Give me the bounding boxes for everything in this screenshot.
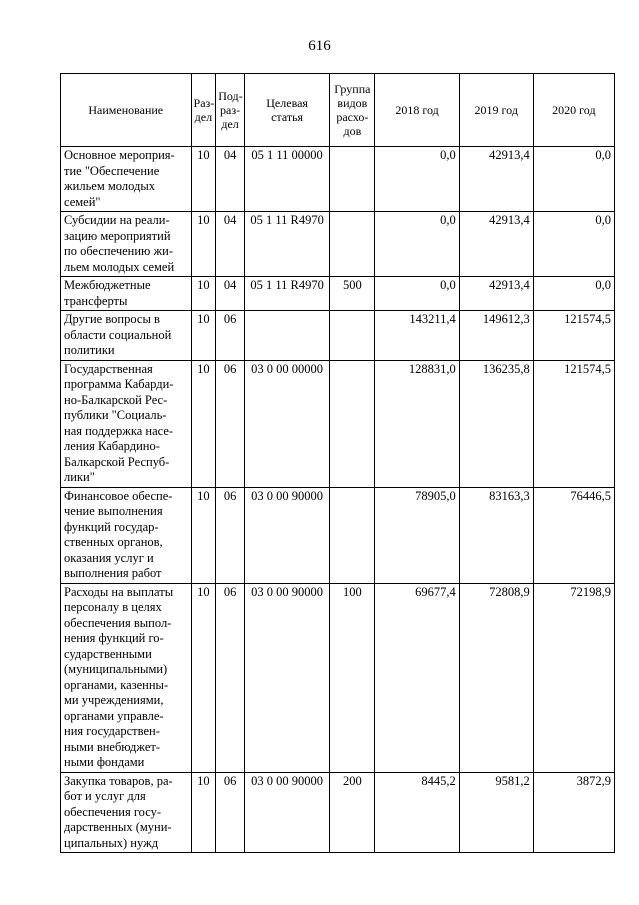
table-header-row <box>61 74 615 147</box>
cell-podrazdel: 04 <box>216 147 245 212</box>
cell-article: 05 1 11 00000 <box>244 147 329 212</box>
cell-2018: 128831,0 <box>375 360 459 487</box>
cell-2020: 121574,5 <box>533 311 614 361</box>
header-podrazdel: Под- раз- дел <box>216 74 245 147</box>
table-row <box>61 147 615 212</box>
cell-name: Другие вопросы в области социальной политики <box>61 311 192 361</box>
cell-2018: 0,0 <box>375 212 459 277</box>
cell-2018: 8445,2 <box>375 772 459 853</box>
page-number: 616 <box>308 38 331 54</box>
cell-razdel: 10 <box>191 277 216 311</box>
table-row <box>61 277 615 311</box>
table-row <box>61 772 615 853</box>
cell-group <box>330 147 375 212</box>
table-row <box>61 311 615 361</box>
cell-2020: 0,0 <box>533 147 614 212</box>
cell-2019: 42913,4 <box>459 277 533 311</box>
cell-article: 03 0 00 90000 <box>244 772 329 853</box>
cell-razdel: 10 <box>191 360 216 487</box>
cell-group: 500 <box>330 277 375 311</box>
cell-2020: 72198,9 <box>533 583 614 772</box>
table-body <box>61 147 615 853</box>
header-group: Группа видов расхо- дов <box>330 74 375 147</box>
cell-group <box>330 360 375 487</box>
cell-name: Государственная программа Кабарди- но-Балкарской Рес- публики "Социаль- ная поддержка насе- ления Кабардино- Балкарской Респуб- лики" <box>61 360 192 487</box>
cell-podrazdel: 04 <box>216 277 245 311</box>
cell-2019: 42913,4 <box>459 147 533 212</box>
table-row <box>61 583 615 772</box>
cell-2019: 149612,3 <box>459 311 533 361</box>
header-name: Наименование <box>61 74 192 147</box>
cell-razdel: 10 <box>191 147 216 212</box>
cell-name: Финансовое обеспе- чение выполнения функций государ- ственных органов, оказания услуг и выполнения работ <box>61 487 192 583</box>
header-article: Целевая статья <box>244 74 329 147</box>
cell-article: 03 0 00 90000 <box>244 583 329 772</box>
cell-article: 03 0 00 00000 <box>244 360 329 487</box>
cell-article: 05 1 11 R4970 <box>244 277 329 311</box>
cell-razdel: 10 <box>191 212 216 277</box>
cell-2018: 0,0 <box>375 277 459 311</box>
cell-article <box>244 311 329 361</box>
cell-group: 200 <box>330 772 375 853</box>
cell-razdel: 10 <box>191 311 216 361</box>
cell-2019: 136235,8 <box>459 360 533 487</box>
cell-2019: 9581,2 <box>459 772 533 853</box>
cell-razdel: 10 <box>191 583 216 772</box>
cell-name: Закупка товаров, ра- бот и услуг для обеспечения госу- дарственных (муни- ципальных) нужд <box>61 772 192 853</box>
header-2020: 2020 год <box>533 74 614 147</box>
cell-razdel: 10 <box>191 772 216 853</box>
cell-podrazdel: 04 <box>216 212 245 277</box>
cell-name: Субсидии на реали- зацию мероприятий по обеспечению жи- льем молодых семей <box>61 212 192 277</box>
cell-2018: 69677,4 <box>375 583 459 772</box>
cell-2018: 143211,4 <box>375 311 459 361</box>
cell-podrazdel: 06 <box>216 772 245 853</box>
cell-group <box>330 311 375 361</box>
cell-name: Расходы на выплаты персоналу в целях обеспечения выпол- нения функций го- сударственными (муниципальными) органами, казенны- ми учреждениями, органами управле- ния государствен- ными внебюджет- ными фондами <box>61 583 192 772</box>
cell-2020: 0,0 <box>533 277 614 311</box>
cell-group <box>330 487 375 583</box>
table-row <box>61 360 615 487</box>
cell-name: Основное мероприя- тие "Обеспечение жильем молодых семей" <box>61 147 192 212</box>
cell-podrazdel: 06 <box>216 311 245 361</box>
cell-group <box>330 212 375 277</box>
cell-razdel: 10 <box>191 487 216 583</box>
cell-name: Межбюджетные трансферты <box>61 277 192 311</box>
cell-article: 03 0 00 90000 <box>244 487 329 583</box>
cell-podrazdel: 06 <box>216 360 245 487</box>
table-row <box>61 212 615 277</box>
header-2019: 2019 год <box>459 74 533 147</box>
cell-2020: 0,0 <box>533 212 614 277</box>
cell-2019: 83163,3 <box>459 487 533 583</box>
cell-2020: 121574,5 <box>533 360 614 487</box>
cell-2019: 72808,9 <box>459 583 533 772</box>
cell-2018: 0,0 <box>375 147 459 212</box>
cell-podrazdel: 06 <box>216 583 245 772</box>
header-razdel: Раз- дел <box>191 74 216 147</box>
cell-2020: 3872,9 <box>533 772 614 853</box>
cell-article: 05 1 11 R4970 <box>244 212 329 277</box>
cell-2018: 78905,0 <box>375 487 459 583</box>
budget-table <box>60 73 615 853</box>
cell-group: 100 <box>330 583 375 772</box>
table-row <box>61 487 615 583</box>
cell-2019: 42913,4 <box>459 212 533 277</box>
cell-2020: 76446,5 <box>533 487 614 583</box>
cell-podrazdel: 06 <box>216 487 245 583</box>
header-2018: 2018 год <box>375 74 459 147</box>
